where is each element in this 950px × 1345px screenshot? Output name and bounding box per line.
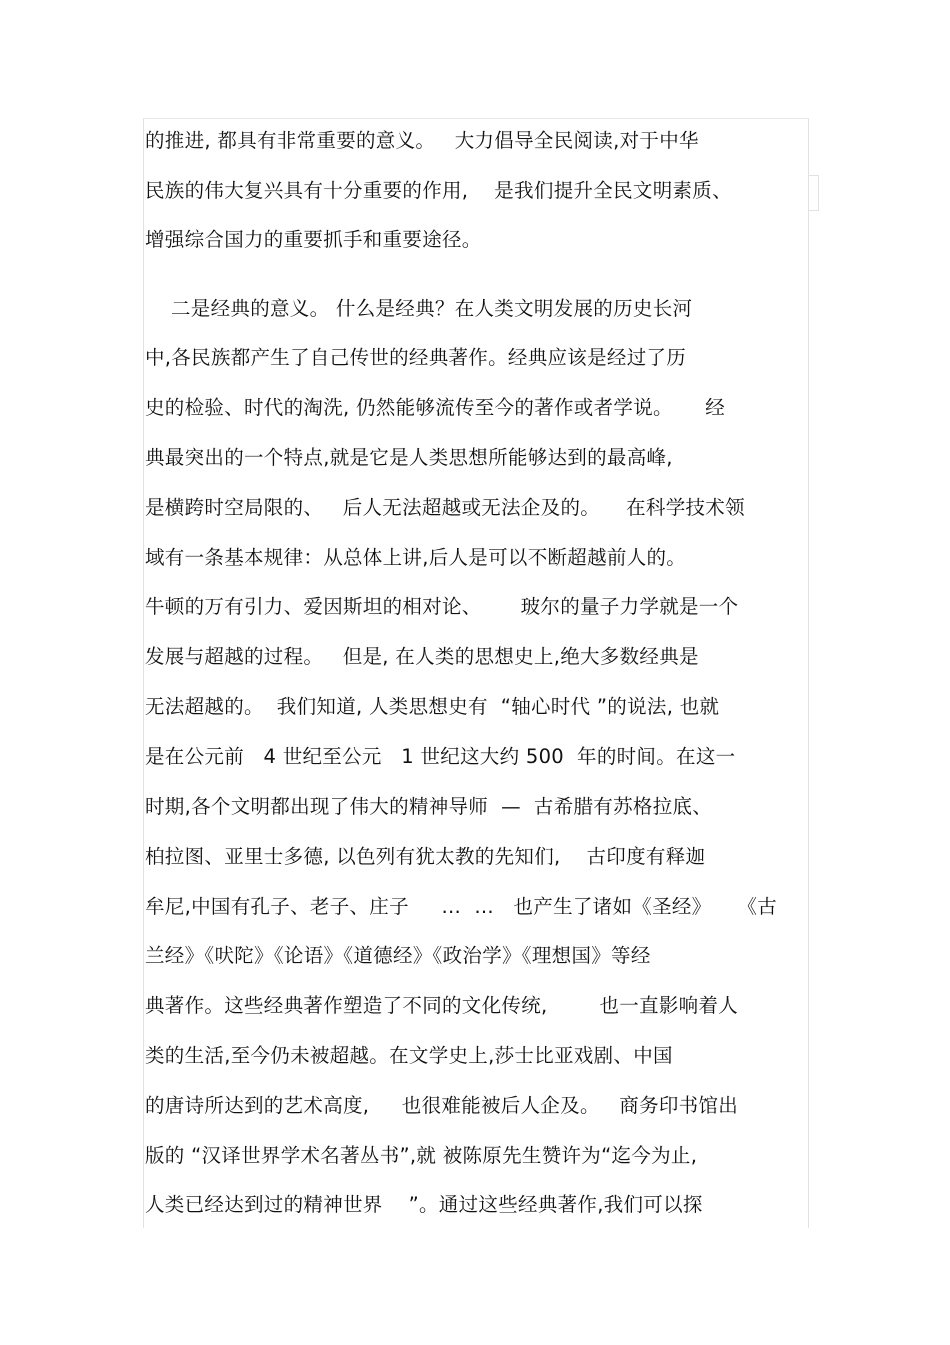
page-frame-left (143, 118, 144, 1228)
text-line: 牛顿的万有引力、爱因斯坦的相对论、 玻尔的量子力学就是一个 (145, 595, 739, 618)
text-line: 中,各民族都产生了自己传世的经典著作。经典应该是经过了历 (145, 346, 687, 369)
text-line: 牟尼,中国有孔子、老子、庄子 … … 也产生了诸如《圣经》 《古 (145, 895, 778, 918)
text-line: 是横跨时空局限的、 后人无法超越或无法企及的。 在科学技术领 (145, 496, 745, 519)
text-line: 域有一条基本规律：从总体上讲,后人是可以不断超越前人的。 (145, 546, 687, 569)
text-line: 无法超越的。 我们知道, 人类思想史有 “轴心时代 ”的说法, 也就 (145, 695, 720, 718)
page-frame-top (143, 118, 808, 119)
text-line: 版的 “汉译世界学术名著丛书”,就 被陈原先生赞许为“迄今为止, (145, 1144, 698, 1167)
text-line: 二是经典的意义。 什么是经典？在人类文明发展的历史长河 (145, 297, 693, 320)
page-frame-right (808, 118, 809, 1228)
text-line: 柏拉图、亚里士多德, 以色列有犹太教的先知们, 古印度有释迦 (145, 845, 706, 868)
text-line: 发展与超越的过程。 但是, 在人类的思想史上,绝大多数经典是 (145, 645, 699, 668)
text-line: 典最突出的一个特点,就是它是人类思想所能够达到的最高峰, (145, 446, 673, 469)
text-line: 类的生活,至今仍未被超越。在文学史上,莎士比亚戏剧、中国 (145, 1044, 673, 1067)
text-line: 是在公元前 4 世纪至公元 1 世纪这大约 500 年的时间。在这一 (145, 745, 736, 768)
text-line: 兰经》《吠陀》《论语》《道德经》《政治学》《理想国》等经 (145, 944, 651, 967)
text-line: 史的检验、时代的淘洗, 仍然能够流传至今的著作或者学说。 经 (145, 396, 726, 419)
text-line: 时期,各个文明都出现了伟大的精神导师 — 古希腊有苏格拉底、 (145, 795, 713, 818)
text-line: 人类已经达到过的精神世界 ”。通过这些经典著作,我们可以探 (145, 1193, 703, 1216)
page-edge-tab (808, 175, 819, 211)
text-line: 典著作。这些经典著作塑造了不同的文化传统, 也一直影响着人 (145, 994, 739, 1017)
text-line: 增强综合国力的重要抓手和重要途径。 (145, 228, 482, 251)
text-line: 的推进, 都具有非常重要的意义。 大力倡导全民阅读,对于中华 (145, 129, 699, 152)
text-line: 的唐诗所达到的艺术高度, 也很难能被后人企及。 商务印书馆出 (145, 1094, 739, 1117)
text-line: 民族的伟大复兴具有十分重要的作用, 是我们提升全民文明素质、 (145, 179, 732, 202)
